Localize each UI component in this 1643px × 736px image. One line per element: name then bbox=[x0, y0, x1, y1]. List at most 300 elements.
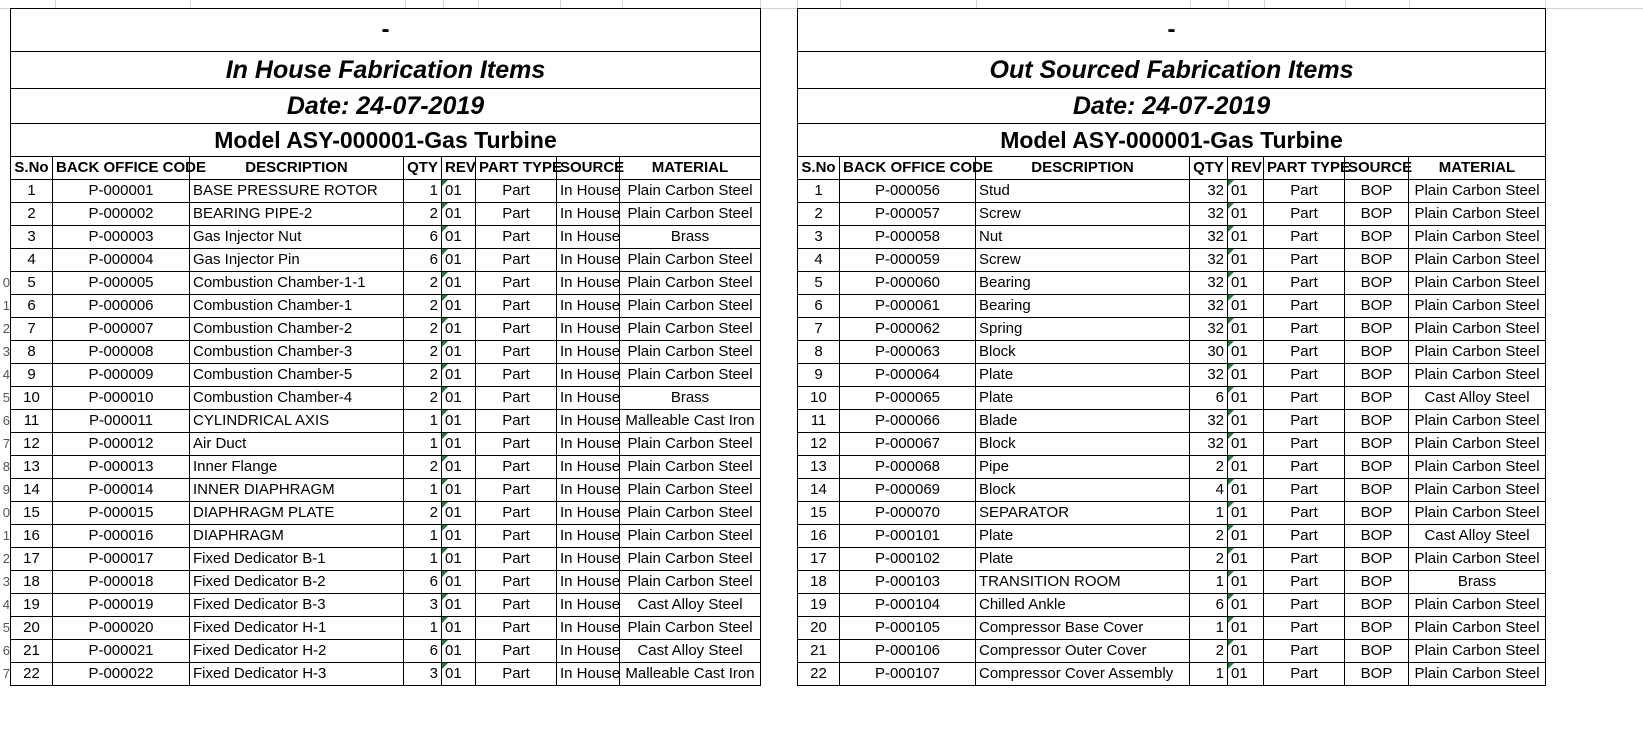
sno-cell[interactable]: 4 bbox=[11, 249, 53, 272]
description-cell[interactable]: Compressor Cover Assembly bbox=[976, 663, 1190, 686]
material-cell[interactable]: Plain Carbon Steel bbox=[620, 318, 761, 341]
source-cell[interactable]: In House bbox=[557, 640, 620, 663]
description-cell[interactable]: DIAPHRAGM PLATE bbox=[190, 502, 404, 525]
row-number[interactable]: 4 bbox=[2, 597, 10, 612]
part-type-cell[interactable]: Part bbox=[1264, 180, 1345, 203]
rev-cell[interactable]: 01 bbox=[1228, 663, 1264, 686]
description-cell[interactable]: Plate bbox=[976, 525, 1190, 548]
rev-cell[interactable]: 01 bbox=[442, 341, 476, 364]
qty-cell[interactable]: 1 bbox=[404, 548, 442, 571]
code-cell[interactable]: P-000061 bbox=[840, 295, 976, 318]
row-number[interactable]: 1 bbox=[2, 298, 10, 313]
material-cell[interactable]: Plain Carbon Steel bbox=[620, 364, 761, 387]
header-description[interactable]: DESCRIPTION bbox=[190, 157, 404, 180]
row-number[interactable]: 0 bbox=[2, 275, 10, 290]
part-type-cell[interactable]: Part bbox=[1264, 341, 1345, 364]
part-type-cell[interactable]: Part bbox=[476, 594, 557, 617]
qty-cell[interactable]: 1 bbox=[404, 433, 442, 456]
rev-cell[interactable]: 01 bbox=[1228, 548, 1264, 571]
sheet-date[interactable]: Date: 24-07-2019 bbox=[798, 89, 1546, 124]
code-cell[interactable]: P-000013 bbox=[53, 456, 190, 479]
source-cell[interactable]: BOP bbox=[1345, 525, 1409, 548]
part-type-cell[interactable]: Part bbox=[476, 571, 557, 594]
material-cell[interactable]: Plain Carbon Steel bbox=[620, 203, 761, 226]
sno-cell[interactable]: 16 bbox=[798, 525, 840, 548]
part-type-cell[interactable]: Part bbox=[476, 410, 557, 433]
qty-cell[interactable]: 32 bbox=[1190, 364, 1228, 387]
source-cell[interactable]: In House bbox=[557, 479, 620, 502]
source-cell[interactable]: In House bbox=[557, 663, 620, 686]
rev-cell[interactable]: 01 bbox=[1228, 180, 1264, 203]
rev-cell[interactable]: 01 bbox=[442, 387, 476, 410]
qty-cell[interactable]: 2 bbox=[404, 341, 442, 364]
header-sno[interactable]: S.No bbox=[798, 157, 840, 180]
qty-cell[interactable]: 1 bbox=[404, 479, 442, 502]
qty-cell[interactable]: 1 bbox=[1190, 663, 1228, 686]
code-cell[interactable]: P-000066 bbox=[840, 410, 976, 433]
source-cell[interactable]: BOP bbox=[1345, 272, 1409, 295]
qty-cell[interactable]: 2 bbox=[404, 318, 442, 341]
qty-cell[interactable]: 1 bbox=[1190, 571, 1228, 594]
header-source[interactable]: SOURCE bbox=[1345, 157, 1409, 180]
qty-cell[interactable]: 32 bbox=[1190, 433, 1228, 456]
rev-cell[interactable]: 01 bbox=[1228, 318, 1264, 341]
header-part-type[interactable]: PART TYPE bbox=[476, 157, 557, 180]
code-cell[interactable]: P-000065 bbox=[840, 387, 976, 410]
code-cell[interactable]: P-000004 bbox=[53, 249, 190, 272]
code-cell[interactable]: P-000012 bbox=[53, 433, 190, 456]
part-type-cell[interactable]: Part bbox=[1264, 387, 1345, 410]
sno-cell[interactable]: 1 bbox=[798, 180, 840, 203]
header-rev[interactable]: REV bbox=[1228, 157, 1264, 180]
code-cell[interactable]: P-000021 bbox=[53, 640, 190, 663]
sno-cell[interactable]: 8 bbox=[798, 341, 840, 364]
qty-cell[interactable]: 4 bbox=[1190, 479, 1228, 502]
sheet-title[interactable]: Out Sourced Fabrication Items bbox=[798, 52, 1546, 89]
source-cell[interactable]: BOP bbox=[1345, 295, 1409, 318]
description-cell[interactable]: Chilled Ankle bbox=[976, 594, 1190, 617]
sno-cell[interactable]: 21 bbox=[11, 640, 53, 663]
material-cell[interactable]: Plain Carbon Steel bbox=[1409, 640, 1546, 663]
source-cell[interactable]: In House bbox=[557, 341, 620, 364]
material-cell[interactable]: Plain Carbon Steel bbox=[1409, 295, 1546, 318]
material-cell[interactable]: Plain Carbon Steel bbox=[620, 180, 761, 203]
description-cell[interactable]: Gas Injector Nut bbox=[190, 226, 404, 249]
code-cell[interactable]: P-000067 bbox=[840, 433, 976, 456]
source-cell[interactable]: BOP bbox=[1345, 479, 1409, 502]
part-type-cell[interactable]: Part bbox=[476, 433, 557, 456]
code-cell[interactable]: P-000063 bbox=[840, 341, 976, 364]
header-rev[interactable]: REV bbox=[442, 157, 476, 180]
rev-cell[interactable]: 01 bbox=[442, 410, 476, 433]
sno-cell[interactable]: 13 bbox=[798, 456, 840, 479]
source-cell[interactable]: In House bbox=[557, 226, 620, 249]
rev-cell[interactable]: 01 bbox=[442, 502, 476, 525]
description-cell[interactable]: Screw bbox=[976, 249, 1190, 272]
material-cell[interactable]: Plain Carbon Steel bbox=[1409, 203, 1546, 226]
description-cell[interactable]: Fixed Dedicator H-1 bbox=[190, 617, 404, 640]
code-cell[interactable]: P-000008 bbox=[53, 341, 190, 364]
description-cell[interactable]: Air Duct bbox=[190, 433, 404, 456]
material-cell[interactable]: Plain Carbon Steel bbox=[620, 433, 761, 456]
material-cell[interactable]: Plain Carbon Steel bbox=[620, 249, 761, 272]
code-cell[interactable]: P-000102 bbox=[840, 548, 976, 571]
rev-cell[interactable]: 01 bbox=[1228, 640, 1264, 663]
code-cell[interactable]: P-000106 bbox=[840, 640, 976, 663]
header-description[interactable]: DESCRIPTION bbox=[976, 157, 1190, 180]
row-number[interactable]: 6 bbox=[2, 413, 10, 428]
qty-cell[interactable]: 6 bbox=[1190, 387, 1228, 410]
code-cell[interactable]: P-000020 bbox=[53, 617, 190, 640]
qty-cell[interactable]: 32 bbox=[1190, 410, 1228, 433]
qty-cell[interactable]: 1 bbox=[404, 617, 442, 640]
code-cell[interactable]: P-000064 bbox=[840, 364, 976, 387]
description-cell[interactable]: Plate bbox=[976, 364, 1190, 387]
sno-cell[interactable]: 10 bbox=[798, 387, 840, 410]
description-cell[interactable]: TRANSITION ROOM bbox=[976, 571, 1190, 594]
source-cell[interactable]: BOP bbox=[1345, 640, 1409, 663]
code-cell[interactable]: P-000107 bbox=[840, 663, 976, 686]
material-cell[interactable]: Plain Carbon Steel bbox=[620, 502, 761, 525]
rev-cell[interactable]: 01 bbox=[442, 433, 476, 456]
sno-cell[interactable]: 15 bbox=[11, 502, 53, 525]
qty-cell[interactable]: 32 bbox=[1190, 203, 1228, 226]
description-cell[interactable]: Combustion Chamber-4 bbox=[190, 387, 404, 410]
description-cell[interactable]: SEPARATOR bbox=[976, 502, 1190, 525]
part-type-cell[interactable]: Part bbox=[476, 525, 557, 548]
description-cell[interactable]: DIAPHRAGM bbox=[190, 525, 404, 548]
rev-cell[interactable]: 01 bbox=[442, 640, 476, 663]
code-cell[interactable]: P-000009 bbox=[53, 364, 190, 387]
material-cell[interactable]: Malleable Cast Iron bbox=[620, 663, 761, 686]
rev-cell[interactable]: 01 bbox=[1228, 295, 1264, 318]
sno-cell[interactable]: 22 bbox=[11, 663, 53, 686]
code-cell[interactable]: P-000062 bbox=[840, 318, 976, 341]
sno-cell[interactable]: 21 bbox=[798, 640, 840, 663]
sno-cell[interactable]: 14 bbox=[11, 479, 53, 502]
description-cell[interactable]: Bearing bbox=[976, 295, 1190, 318]
material-cell[interactable]: Plain Carbon Steel bbox=[1409, 548, 1546, 571]
source-cell[interactable]: BOP bbox=[1345, 433, 1409, 456]
part-type-cell[interactable]: Part bbox=[476, 479, 557, 502]
header-qty[interactable]: QTY bbox=[1190, 157, 1228, 180]
header-source[interactable]: SOURCE bbox=[557, 157, 620, 180]
material-cell[interactable]: Plain Carbon Steel bbox=[1409, 318, 1546, 341]
description-cell[interactable]: Fixed Dedicator B-2 bbox=[190, 571, 404, 594]
qty-cell[interactable]: 32 bbox=[1190, 180, 1228, 203]
rev-cell[interactable]: 01 bbox=[442, 456, 476, 479]
qty-cell[interactable]: 2 bbox=[404, 502, 442, 525]
code-cell[interactable]: P-000068 bbox=[840, 456, 976, 479]
material-cell[interactable]: Plain Carbon Steel bbox=[1409, 341, 1546, 364]
source-cell[interactable]: BOP bbox=[1345, 571, 1409, 594]
description-cell[interactable]: INNER DIAPHRAGM bbox=[190, 479, 404, 502]
code-cell[interactable]: P-000007 bbox=[53, 318, 190, 341]
qty-cell[interactable]: 2 bbox=[404, 387, 442, 410]
source-cell[interactable]: In House bbox=[557, 525, 620, 548]
sno-cell[interactable]: 1 bbox=[11, 180, 53, 203]
sheet-title[interactable]: In House Fabrication Items bbox=[11, 52, 761, 89]
qty-cell[interactable]: 2 bbox=[404, 456, 442, 479]
part-type-cell[interactable]: Part bbox=[1264, 203, 1345, 226]
description-cell[interactable]: Bearing bbox=[976, 272, 1190, 295]
description-cell[interactable]: Combustion Chamber-5 bbox=[190, 364, 404, 387]
rev-cell[interactable]: 01 bbox=[1228, 410, 1264, 433]
rev-cell[interactable]: 01 bbox=[1228, 226, 1264, 249]
source-cell[interactable]: BOP bbox=[1345, 226, 1409, 249]
material-cell[interactable]: Plain Carbon Steel bbox=[620, 617, 761, 640]
qty-cell[interactable]: 3 bbox=[404, 594, 442, 617]
part-type-cell[interactable]: Part bbox=[1264, 479, 1345, 502]
rev-cell[interactable]: 01 bbox=[1228, 249, 1264, 272]
part-type-cell[interactable]: Part bbox=[476, 318, 557, 341]
part-type-cell[interactable]: Part bbox=[476, 548, 557, 571]
sno-cell[interactable]: 6 bbox=[11, 295, 53, 318]
description-cell[interactable]: Nut bbox=[976, 226, 1190, 249]
row-number[interactable]: 7 bbox=[2, 436, 10, 451]
model-name[interactable]: Model ASY-000001-Gas Turbine bbox=[798, 124, 1546, 157]
source-cell[interactable]: In House bbox=[557, 364, 620, 387]
rev-cell[interactable]: 01 bbox=[442, 617, 476, 640]
header-qty[interactable]: QTY bbox=[404, 157, 442, 180]
description-cell[interactable]: Pipe bbox=[976, 456, 1190, 479]
qty-cell[interactable]: 1 bbox=[404, 180, 442, 203]
sno-cell[interactable]: 2 bbox=[798, 203, 840, 226]
sno-cell[interactable]: 17 bbox=[798, 548, 840, 571]
qty-cell[interactable]: 6 bbox=[404, 640, 442, 663]
description-cell[interactable]: Plate bbox=[976, 387, 1190, 410]
source-cell[interactable]: BOP bbox=[1345, 502, 1409, 525]
part-type-cell[interactable]: Part bbox=[476, 249, 557, 272]
source-cell[interactable]: In House bbox=[557, 318, 620, 341]
sno-cell[interactable]: 11 bbox=[798, 410, 840, 433]
rev-cell[interactable]: 01 bbox=[442, 203, 476, 226]
rev-cell[interactable]: 01 bbox=[1228, 203, 1264, 226]
dash-cell[interactable]: - bbox=[11, 9, 761, 52]
part-type-cell[interactable]: Part bbox=[1264, 502, 1345, 525]
code-cell[interactable]: P-000070 bbox=[840, 502, 976, 525]
rev-cell[interactable]: 01 bbox=[442, 295, 476, 318]
sno-cell[interactable]: 8 bbox=[11, 341, 53, 364]
code-cell[interactable]: P-000056 bbox=[840, 180, 976, 203]
code-cell[interactable]: P-000103 bbox=[840, 571, 976, 594]
qty-cell[interactable]: 1 bbox=[1190, 617, 1228, 640]
material-cell[interactable]: Cast Alloy Steel bbox=[1409, 387, 1546, 410]
description-cell[interactable]: Fixed Dedicator B-1 bbox=[190, 548, 404, 571]
code-cell[interactable]: P-000003 bbox=[53, 226, 190, 249]
qty-cell[interactable]: 2 bbox=[1190, 548, 1228, 571]
source-cell[interactable]: BOP bbox=[1345, 663, 1409, 686]
description-cell[interactable]: Inner Flange bbox=[190, 456, 404, 479]
material-cell[interactable]: Plain Carbon Steel bbox=[620, 456, 761, 479]
part-type-cell[interactable]: Part bbox=[1264, 318, 1345, 341]
code-cell[interactable]: P-000058 bbox=[840, 226, 976, 249]
sno-cell[interactable]: 12 bbox=[11, 433, 53, 456]
part-type-cell[interactable]: Part bbox=[1264, 295, 1345, 318]
material-cell[interactable]: Plain Carbon Steel bbox=[620, 272, 761, 295]
material-cell[interactable]: Cast Alloy Steel bbox=[620, 640, 761, 663]
header-back-office-code[interactable]: BACK OFFICE CODE bbox=[840, 157, 976, 180]
part-type-cell[interactable]: Part bbox=[476, 226, 557, 249]
part-type-cell[interactable]: Part bbox=[1264, 571, 1345, 594]
material-cell[interactable]: Plain Carbon Steel bbox=[1409, 433, 1546, 456]
source-cell[interactable]: In House bbox=[557, 502, 620, 525]
header-part-type[interactable]: PART TYPE bbox=[1264, 157, 1345, 180]
rev-cell[interactable]: 01 bbox=[1228, 479, 1264, 502]
description-cell[interactable]: Combustion Chamber-1 bbox=[190, 295, 404, 318]
material-cell[interactable]: Malleable Cast Iron bbox=[620, 410, 761, 433]
header-material[interactable]: MATERIAL bbox=[620, 157, 761, 180]
row-number[interactable]: 7 bbox=[2, 666, 10, 681]
material-cell[interactable]: Brass bbox=[620, 226, 761, 249]
rev-cell[interactable]: 01 bbox=[442, 525, 476, 548]
sno-cell[interactable]: 18 bbox=[798, 571, 840, 594]
material-cell[interactable]: Cast Alloy Steel bbox=[1409, 525, 1546, 548]
description-cell[interactable]: BEARING PIPE-2 bbox=[190, 203, 404, 226]
sno-cell[interactable]: 19 bbox=[798, 594, 840, 617]
sno-cell[interactable]: 7 bbox=[798, 318, 840, 341]
source-cell[interactable]: In House bbox=[557, 203, 620, 226]
qty-cell[interactable]: 2 bbox=[404, 295, 442, 318]
row-number[interactable]: 6 bbox=[2, 643, 10, 658]
part-type-cell[interactable]: Part bbox=[1264, 226, 1345, 249]
rev-cell[interactable]: 01 bbox=[442, 594, 476, 617]
qty-cell[interactable]: 6 bbox=[404, 226, 442, 249]
sno-cell[interactable]: 9 bbox=[11, 364, 53, 387]
code-cell[interactable]: P-000002 bbox=[53, 203, 190, 226]
qty-cell[interactable]: 6 bbox=[404, 571, 442, 594]
qty-cell[interactable]: 1 bbox=[404, 410, 442, 433]
source-cell[interactable]: BOP bbox=[1345, 364, 1409, 387]
description-cell[interactable]: Fixed Dedicator B-3 bbox=[190, 594, 404, 617]
code-cell[interactable]: P-000022 bbox=[53, 663, 190, 686]
qty-cell[interactable]: 2 bbox=[1190, 640, 1228, 663]
material-cell[interactable]: Plain Carbon Steel bbox=[620, 295, 761, 318]
source-cell[interactable]: BOP bbox=[1345, 410, 1409, 433]
rev-cell[interactable]: 01 bbox=[1228, 433, 1264, 456]
sno-cell[interactable]: 12 bbox=[798, 433, 840, 456]
part-type-cell[interactable]: Part bbox=[1264, 272, 1345, 295]
source-cell[interactable]: In House bbox=[557, 387, 620, 410]
source-cell[interactable]: In House bbox=[557, 433, 620, 456]
sno-cell[interactable]: 3 bbox=[11, 226, 53, 249]
rev-cell[interactable]: 01 bbox=[1228, 387, 1264, 410]
material-cell[interactable]: Plain Carbon Steel bbox=[620, 341, 761, 364]
material-cell[interactable]: Plain Carbon Steel bbox=[1409, 663, 1546, 686]
part-type-cell[interactable]: Part bbox=[1264, 410, 1345, 433]
source-cell[interactable]: In House bbox=[557, 571, 620, 594]
description-cell[interactable]: Combustion Chamber-1-1 bbox=[190, 272, 404, 295]
qty-cell[interactable]: 32 bbox=[1190, 249, 1228, 272]
source-cell[interactable]: BOP bbox=[1345, 594, 1409, 617]
description-cell[interactable]: Block bbox=[976, 341, 1190, 364]
sno-cell[interactable]: 18 bbox=[11, 571, 53, 594]
part-type-cell[interactable]: Part bbox=[1264, 364, 1345, 387]
description-cell[interactable]: Fixed Dedicator H-2 bbox=[190, 640, 404, 663]
row-number[interactable]: 3 bbox=[2, 574, 10, 589]
code-cell[interactable]: P-000104 bbox=[840, 594, 976, 617]
code-cell[interactable]: P-000014 bbox=[53, 479, 190, 502]
material-cell[interactable]: Plain Carbon Steel bbox=[1409, 456, 1546, 479]
rev-cell[interactable]: 01 bbox=[1228, 502, 1264, 525]
code-cell[interactable]: P-000101 bbox=[840, 525, 976, 548]
part-type-cell[interactable]: Part bbox=[1264, 249, 1345, 272]
part-type-cell[interactable]: Part bbox=[476, 617, 557, 640]
part-type-cell[interactable]: Part bbox=[1264, 640, 1345, 663]
rev-cell[interactable]: 01 bbox=[1228, 364, 1264, 387]
description-cell[interactable]: Block bbox=[976, 479, 1190, 502]
code-cell[interactable]: P-000016 bbox=[53, 525, 190, 548]
qty-cell[interactable]: 3 bbox=[404, 663, 442, 686]
code-cell[interactable]: P-000105 bbox=[840, 617, 976, 640]
material-cell[interactable]: Plain Carbon Steel bbox=[1409, 594, 1546, 617]
part-type-cell[interactable]: Part bbox=[476, 364, 557, 387]
rev-cell[interactable]: 01 bbox=[1228, 594, 1264, 617]
description-cell[interactable]: Combustion Chamber-3 bbox=[190, 341, 404, 364]
rev-cell[interactable]: 01 bbox=[442, 249, 476, 272]
qty-cell[interactable]: 2 bbox=[404, 364, 442, 387]
qty-cell[interactable]: 1 bbox=[404, 525, 442, 548]
rev-cell[interactable]: 01 bbox=[442, 318, 476, 341]
row-number[interactable]: 1 bbox=[2, 528, 10, 543]
sheet-date[interactable]: Date: 24-07-2019 bbox=[11, 89, 761, 124]
part-type-cell[interactable]: Part bbox=[476, 203, 557, 226]
material-cell[interactable]: Plain Carbon Steel bbox=[1409, 410, 1546, 433]
code-cell[interactable]: P-000057 bbox=[840, 203, 976, 226]
rev-cell[interactable]: 01 bbox=[442, 479, 476, 502]
header-material[interactable]: MATERIAL bbox=[1409, 157, 1546, 180]
source-cell[interactable]: In House bbox=[557, 456, 620, 479]
qty-cell[interactable]: 32 bbox=[1190, 295, 1228, 318]
header-sno[interactable]: S.No bbox=[11, 157, 53, 180]
description-cell[interactable]: Compressor Base Cover bbox=[976, 617, 1190, 640]
description-cell[interactable]: Screw bbox=[976, 203, 1190, 226]
part-type-cell[interactable]: Part bbox=[476, 502, 557, 525]
source-cell[interactable]: BOP bbox=[1345, 617, 1409, 640]
code-cell[interactable]: P-000018 bbox=[53, 571, 190, 594]
part-type-cell[interactable]: Part bbox=[1264, 525, 1345, 548]
qty-cell[interactable]: 32 bbox=[1190, 318, 1228, 341]
row-number[interactable]: 4 bbox=[2, 367, 10, 382]
part-type-cell[interactable]: Part bbox=[1264, 617, 1345, 640]
code-cell[interactable]: P-000005 bbox=[53, 272, 190, 295]
rev-cell[interactable]: 01 bbox=[442, 272, 476, 295]
source-cell[interactable]: BOP bbox=[1345, 203, 1409, 226]
sno-cell[interactable]: 10 bbox=[11, 387, 53, 410]
description-cell[interactable]: Blade bbox=[976, 410, 1190, 433]
part-type-cell[interactable]: Part bbox=[476, 387, 557, 410]
rev-cell[interactable]: 01 bbox=[442, 571, 476, 594]
sno-cell[interactable]: 4 bbox=[798, 249, 840, 272]
source-cell[interactable]: BOP bbox=[1345, 249, 1409, 272]
source-cell[interactable]: In House bbox=[557, 249, 620, 272]
code-cell[interactable]: P-000006 bbox=[53, 295, 190, 318]
rev-cell[interactable]: 01 bbox=[442, 180, 476, 203]
part-type-cell[interactable]: Part bbox=[476, 180, 557, 203]
code-cell[interactable]: P-000059 bbox=[840, 249, 976, 272]
description-cell[interactable]: Gas Injector Pin bbox=[190, 249, 404, 272]
code-cell[interactable]: P-000017 bbox=[53, 548, 190, 571]
sno-cell[interactable]: 14 bbox=[798, 479, 840, 502]
material-cell[interactable]: Plain Carbon Steel bbox=[1409, 502, 1546, 525]
sno-cell[interactable]: 11 bbox=[11, 410, 53, 433]
rev-cell[interactable]: 01 bbox=[1228, 456, 1264, 479]
row-number[interactable]: 8 bbox=[2, 459, 10, 474]
row-number[interactable]: 5 bbox=[2, 620, 10, 635]
part-type-cell[interactable]: Part bbox=[476, 272, 557, 295]
material-cell[interactable]: Plain Carbon Steel bbox=[620, 479, 761, 502]
part-type-cell[interactable]: Part bbox=[1264, 548, 1345, 571]
